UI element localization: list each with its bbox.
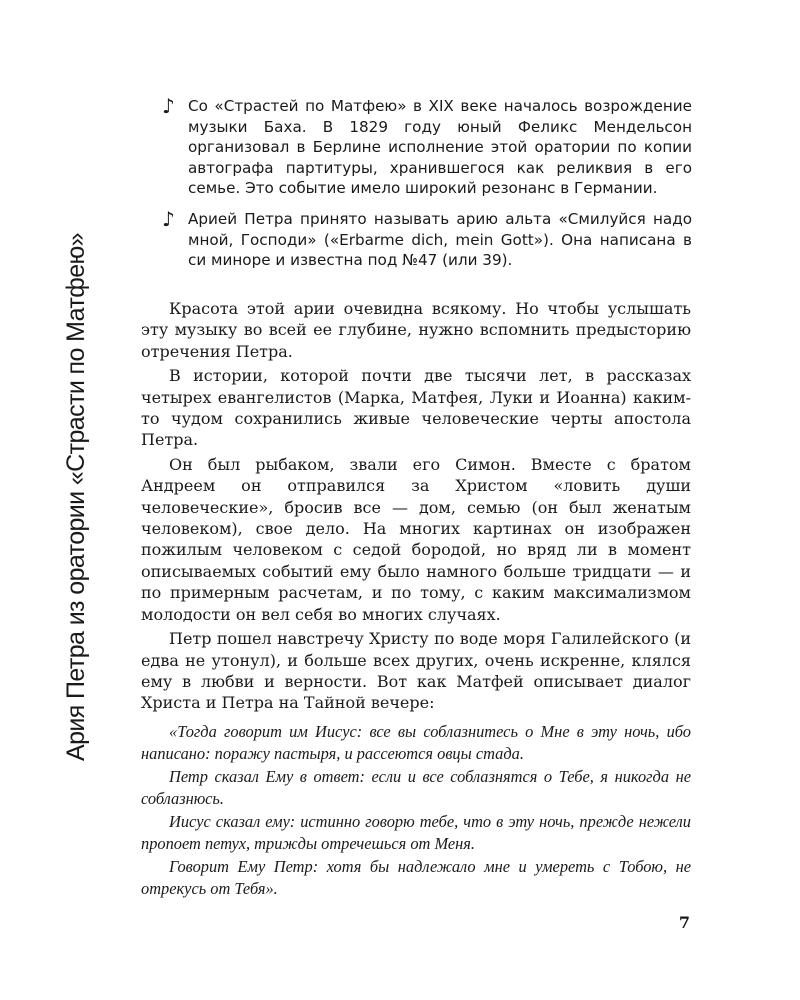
paragraph: В истории, которой почти две тысячи лет, в рассказах четырех евангелистов (Марка, Матфея, Луки и Иоанна) каким-то чудом сохранились живые человеческие черты апостола Петра. xyxy=(141,366,691,450)
note-item xyxy=(162,206,692,271)
music-note-icon: ♪ xyxy=(162,94,175,118)
quote-line: «Тогда говорит им Иисус: все вы соблазнитесь о Мне в эту ночь, ибо написано: поражу пастыря, и рассеются овцы стада. xyxy=(141,722,691,763)
gospel-quote xyxy=(141,721,691,901)
paragraph: Красота этой арии очевидна всякому. Но чтобы услышать эту музыку во всей ее глубине, нужно вспомнить предысторию отречения Петра. xyxy=(141,299,691,361)
quote-line: Говорит Ему Петр: хотя бы надлежало мне и умереть с Тобою, не отрекусь от Тебя». xyxy=(141,857,691,898)
paragraph: Петр пошел навстречу Христу по воде моря Галилейского (и едва не утонул), и больше всех других, очень искренне, клялся ему в любви и верности. Вот как Матфей описывает диалог Христа и Петра на Тайной вечере: xyxy=(141,629,691,713)
note-text: Арией Петра принято называть арию альта «Смилуйся надо мной, Господи» («Erbarme dich, mein Gott»). Она написана в си миноре и известна под №47 (или 39). xyxy=(188,209,692,270)
quote-line: Иисус сказал ему: истинно говорю тебе, что в эту ночь, прежде нежели пропоет петух, трижды отречешься от Меня. xyxy=(141,812,691,853)
running-title: Ария Петра из оратории «Страсти по Матфею» xyxy=(62,233,90,761)
paragraph: Он был рыбаком, звали его Симон. Вместе с братом Андреем он отправился за Христом «ловить души человеческие», бросив все — дом, семью (он был женатым человеком), свое дело. На многих картинах он изображен пожилым человеком с седой бородой, но вряд ли в момент описываемых событий ему было намного больше тридцати — и по примерным расчетам, и по тому, с каким максимализмом молодости он вел себя во многих случаях. xyxy=(141,454,691,624)
note-item xyxy=(162,96,692,199)
music-note-icon: ♪ xyxy=(162,206,175,231)
note-text: Со «Страстей по Матфею» в XIX веке началось возрождение музыки Баха. В 1829 году юный Феликс Мендельсон организовал в Берлине исполнение этой оратории по копии автографа партитуры, хранившегося как реликвия в его семье. Это событие имело широкий резонанс в Германии. xyxy=(188,97,692,198)
page-number: 7 xyxy=(678,913,690,932)
quote-line: Петр сказал Ему в ответ: если и все соблазнятся о Тебе, я никогда не соблазнюсь. xyxy=(141,767,691,808)
notes-block xyxy=(162,96,692,281)
body-text xyxy=(141,298,691,717)
